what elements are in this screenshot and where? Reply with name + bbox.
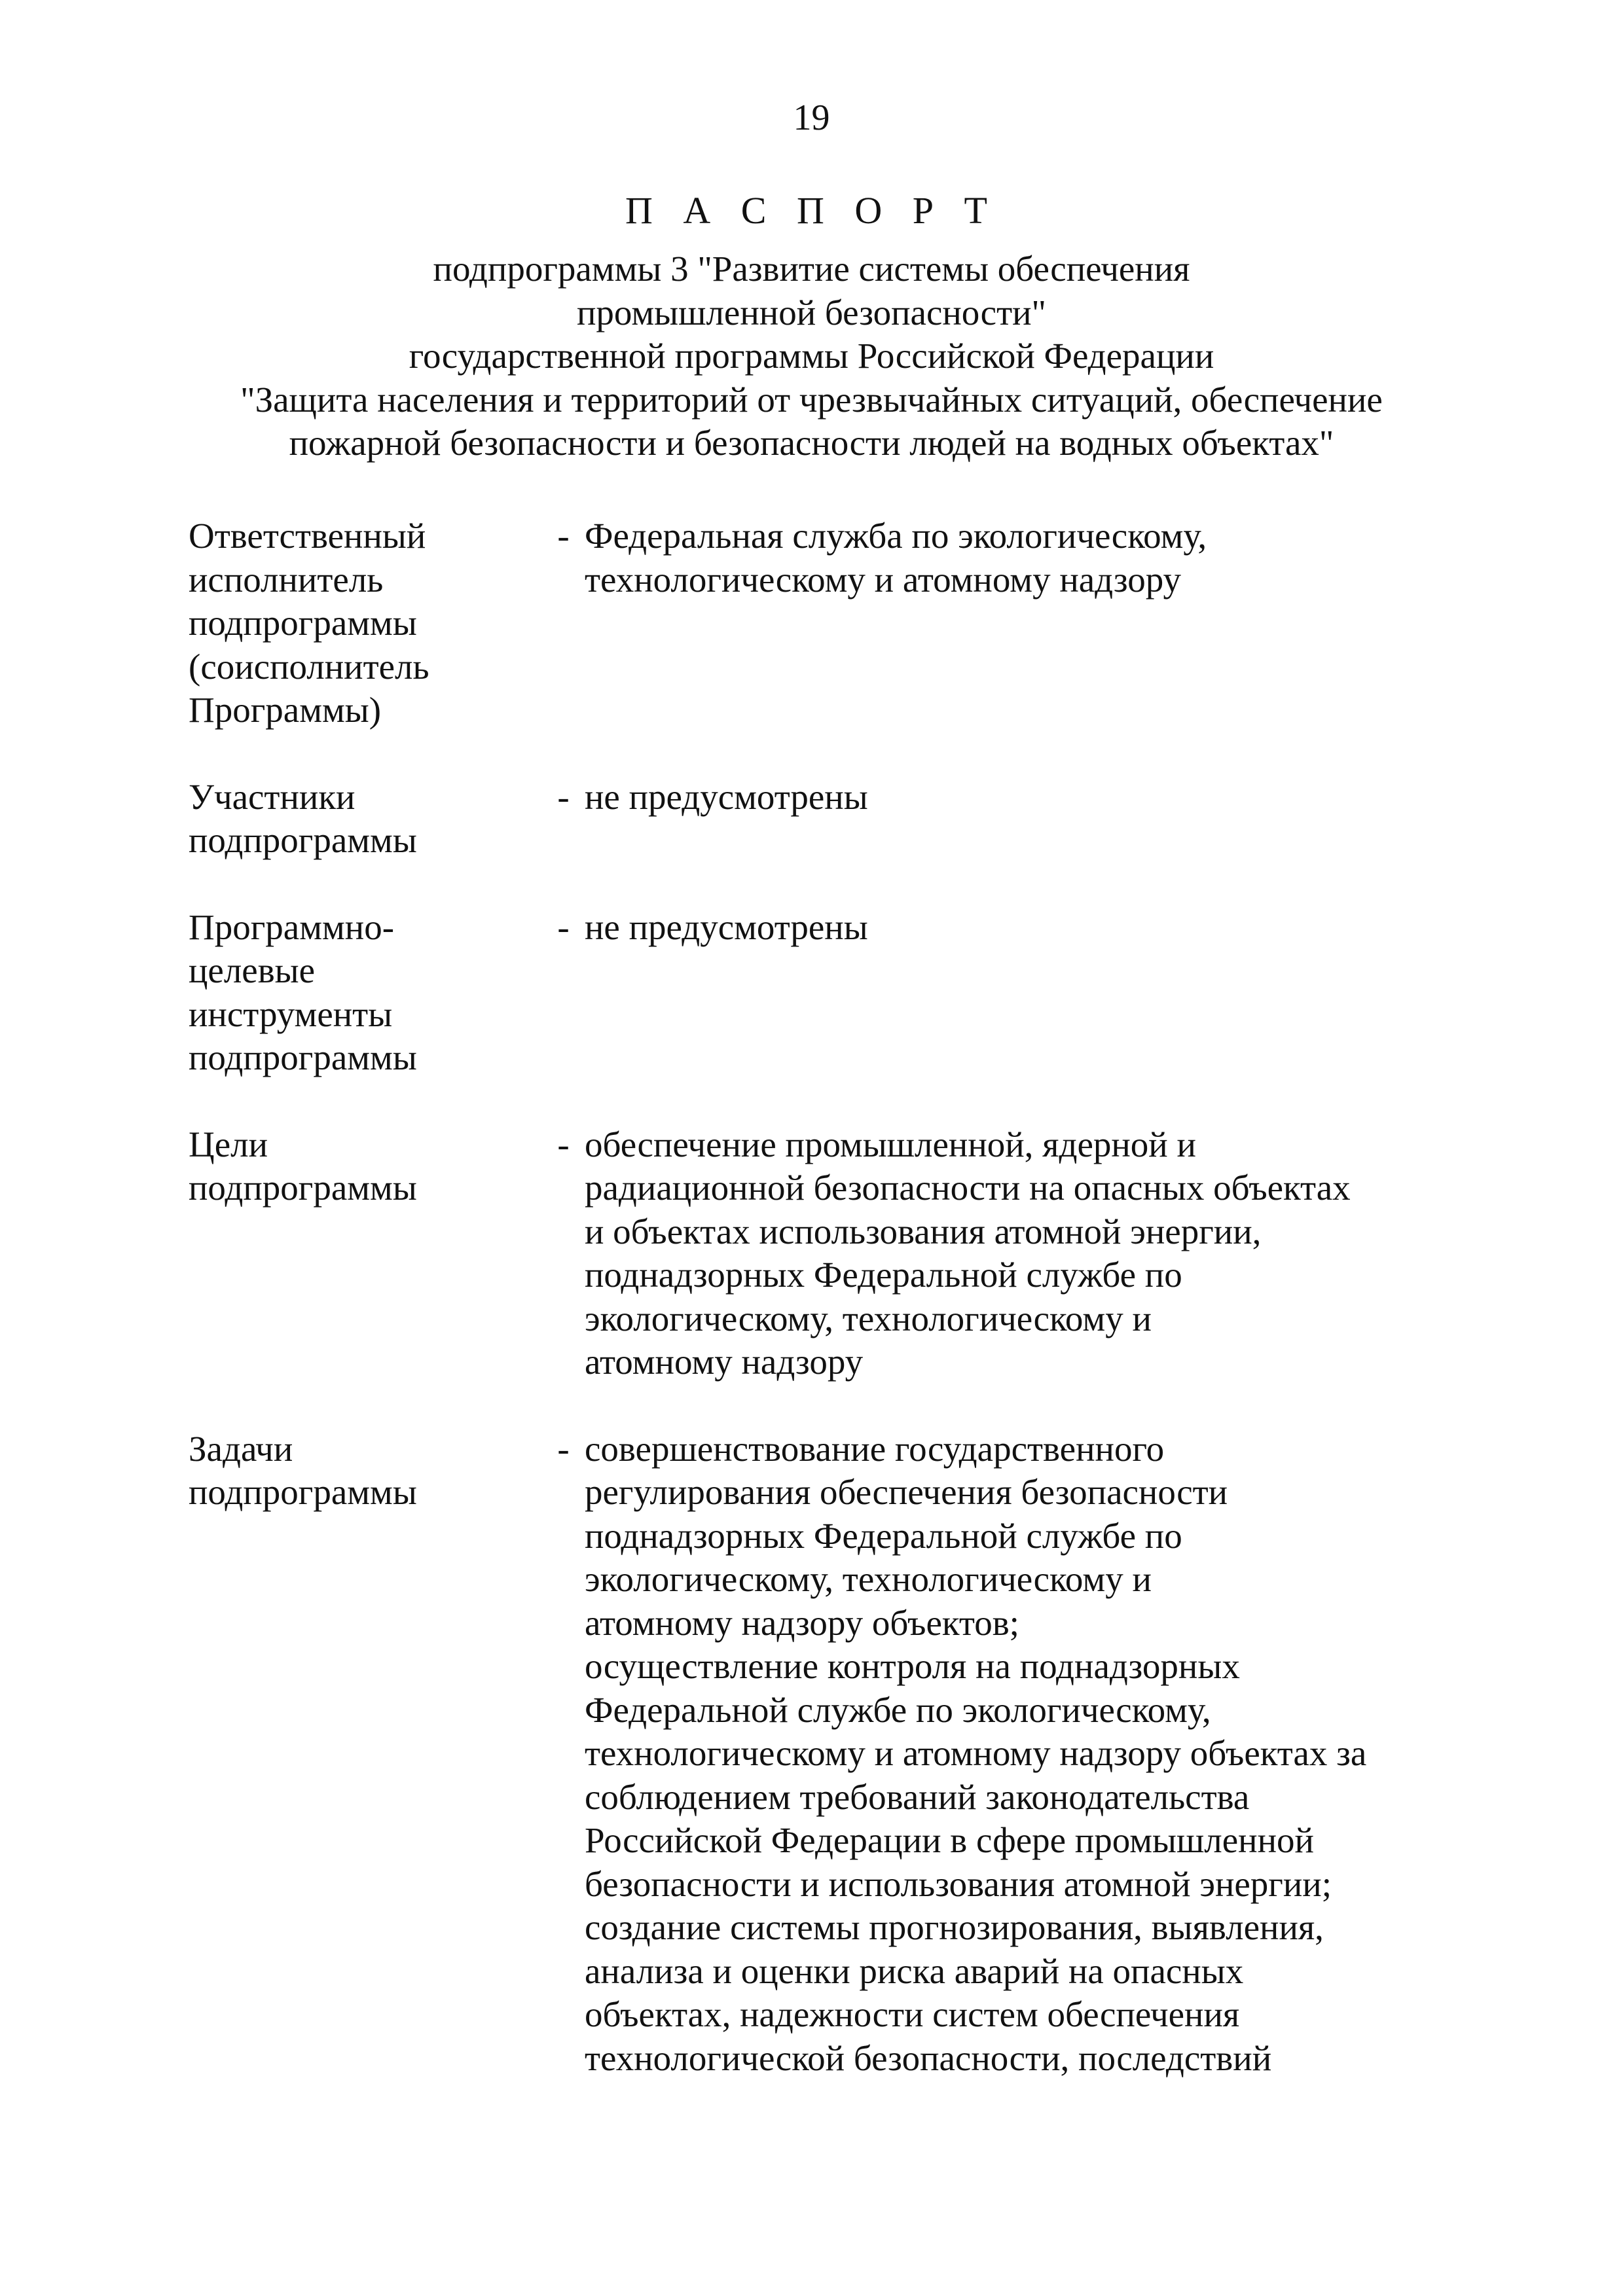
label-line: подпрограммы	[189, 1037, 417, 1077]
value-line: Российской Федерации в сфере промышленной	[585, 1820, 1314, 1860]
value-line: технологическому и атомному надзору	[585, 559, 1182, 600]
label-line: Ответственный	[189, 516, 426, 556]
value-line: Федеральная служба по экологическому,	[585, 516, 1207, 556]
value-line: создание системы прогнозирования, выявления,	[585, 1907, 1324, 1947]
value-line: поднадзорных Федеральной службе по	[585, 1255, 1182, 1295]
row-label	[189, 514, 542, 732]
document-title: П А С П О Р Т	[625, 189, 998, 232]
row-dash: -	[557, 776, 570, 817]
row-dash: -	[557, 906, 570, 947]
label-line: подпрограммы	[189, 603, 417, 643]
document-subtitle	[0, 247, 1623, 465]
value-line: поднадзорных Федеральной службе по	[585, 1515, 1182, 1556]
value-line: осуществление контроля на поднадзорных	[585, 1646, 1240, 1686]
row-label	[189, 1427, 542, 1515]
row-value	[585, 906, 1465, 950]
row-label	[189, 906, 542, 1080]
subtitle-line: пожарной безопасности и безопасности людей на водных объектах"	[289, 423, 1334, 463]
passport-row-tasks	[189, 1427, 1465, 2081]
value-line: соблюдением требований законодательства	[585, 1776, 1250, 1817]
value-line: не предусмотрены	[585, 906, 868, 947]
row-value	[585, 776, 1465, 819]
label-line: Программно-	[189, 906, 395, 947]
passport-row-goals	[189, 1123, 1465, 1384]
value-line: не предусмотрены	[585, 776, 868, 817]
value-line: атомному надзору объектов;	[585, 1602, 1019, 1643]
passport-row-responsible	[189, 514, 1465, 732]
value-line: и объектах использования атомной энергии,	[585, 1211, 1262, 1251]
row-dash: -	[557, 516, 570, 556]
passport-row-instruments	[189, 906, 1465, 1080]
row-dash: -	[557, 1428, 570, 1469]
label-line: исполнитель	[189, 559, 384, 600]
label-line: подпрограммы	[189, 820, 417, 860]
value-line: атомному надзору	[585, 1342, 864, 1382]
value-line: совершенствование государственного	[585, 1428, 1165, 1469]
value-line: технологической безопасности, последствий	[585, 2037, 1272, 2078]
value-line: анализа и оценки риска аварий на опасных	[585, 1950, 1244, 1991]
label-line: инструменты	[189, 994, 393, 1034]
label-line: подпрограммы	[189, 1472, 417, 1512]
value-line: технологическому и атомному надзору объектах за	[585, 1733, 1367, 1773]
label-line: Программы)	[189, 690, 382, 730]
row-dash: -	[557, 1124, 570, 1164]
subtitle-line: подпрограммы 3 "Развитие системы обеспечения	[433, 249, 1190, 289]
label-line: Цели	[189, 1124, 268, 1164]
value-line: экологическому, технологическому и	[585, 1298, 1152, 1338]
row-label	[189, 776, 542, 863]
value-line: обеспечение промышленной, ядерной и	[585, 1124, 1196, 1164]
label-line: целевые	[189, 950, 316, 990]
label-line: (соисполнитель	[189, 646, 429, 687]
label-line: Участники	[189, 776, 356, 817]
value-line: регулирования обеспечения безопасности	[585, 1472, 1228, 1512]
label-line: Задачи	[189, 1428, 293, 1469]
value-line: радиационной безопасности на опасных объектах	[585, 1168, 1351, 1208]
subtitle-line: промышленной безопасности"	[576, 292, 1047, 332]
row-value	[585, 514, 1465, 601]
row-value	[585, 1427, 1465, 2081]
subtitle-line: государственной программы Российской Федерации	[409, 336, 1214, 376]
passport-table	[189, 514, 1465, 2080]
value-line: Федеральной службе по экологическому,	[585, 1689, 1211, 1730]
subtitle-line: "Защита населения и территорий от чрезвычайных ситуаций, обеспечение	[240, 379, 1383, 420]
passport-row-participants	[189, 776, 1465, 863]
page-number: 19	[793, 98, 830, 138]
value-line: безопасности и использования атомной энергии;	[585, 1863, 1332, 1904]
row-label	[189, 1123, 542, 1210]
label-line: подпрограммы	[189, 1168, 417, 1208]
value-line: объектах, надежности систем обеспечения	[585, 1994, 1240, 2034]
row-value	[585, 1123, 1465, 1384]
value-line: экологическому, технологическому и	[585, 1559, 1152, 1599]
